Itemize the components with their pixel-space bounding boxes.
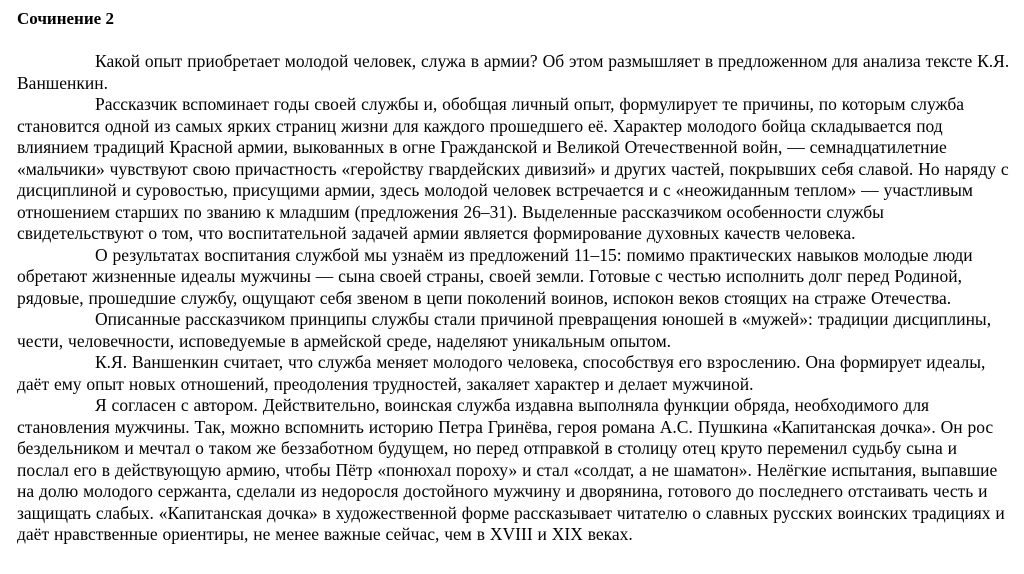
essay-paragraph: К.Я. Ваншенкин считает, что служба меняет молодого человека, способствуя его взрослению. Она формирует идеалы, даёт ему опыт новых отношений, преодоления трудностей, закаляет характер и делает мужчиной. <box>17 352 986 394</box>
essay-paragraph: Рассказчик вспоминает годы своей службы и, обобщая личный опыт, формулирует те причины, по которым служба становится одной из самых ярких страниц жизни для каждого прошедшего её. Характер молодого бойца складывается под влиянием традиций Красной армии, выкованных в огне Гражданской и Великой Отечественной войн, — семнадцатилетние «мальчики» чувствуют свою причастность «геройству гвардейских дивизий» и других частей, покрывших себя славой. Но наряду с дисциплиной и суровостью, присущими армии, здесь молодой человек встречается и с «неожиданным теплом» — участливым отношением старших по званию к младшим (предложения 26–31). Выделенные рассказчиком особенности службы свидетельствуют о том, что воспитательной задачей армии является формирование духовных качеств человека. <box>17 94 1009 243</box>
essay-title: Сочинение 2 <box>17 9 114 28</box>
essay-paragraph: О результатах воспитания службой мы узнаём из предложений 11–15: помимо практических навыков молодые люди обретают жизненные идеалы мужчины — сына своей страны, своей земли. Готовые с честью исполнить долг перед Родиной, рядовые, прошедшие службу, ощущают себя звеном в цепи поколений воинов, испокон веков стоящих на страже Отечества. <box>17 244 973 308</box>
essay-paragraph: Я согласен с автором. Действительно, воинская служба издавна выполняла функции обряда, необходимого для становления мужчины. Так, можно вспомнить историю Петра Гринёва, героя романа А.С. Пушкина «Капитанская дочка». Он рос бездельником и мечтал о таком же беззаботном будущем, но перед отправкой в столицу отец круто переменил судьбу сына и послал его в действующую армию, чтобы Пётр «понюхал пороху» и стал «солдат, а не шаматон». Нелёгкие испытания, выпавшие на долю молодого сержанта, сделали из недоросля достойного мужчину и дворянина, готового до последнего отстаивать честь и защищать слабых. «Капитанская дочка» в художественной форме рассказывает читателю о славных русских воинских традициях и даёт нравственные ориентиры, не менее важные сейчас, чем в XVIII и XIX веках. <box>17 395 1005 544</box>
essay-paragraph: Какой опыт приобретает молодой человек, служа в армии? Об этом размышляет в предложенном для анализа тексте К.Я. Ваншенкин. <box>17 51 1010 93</box>
essay-body <box>17 51 1012 546</box>
essay-paragraph: Описанные рассказчиком принципы службы стали причиной превращения юношей в «мужей»: традиции дисциплины, чести, человечности, исповедуемые в армейской среде, наделяют уникальным опытом. <box>17 309 992 351</box>
